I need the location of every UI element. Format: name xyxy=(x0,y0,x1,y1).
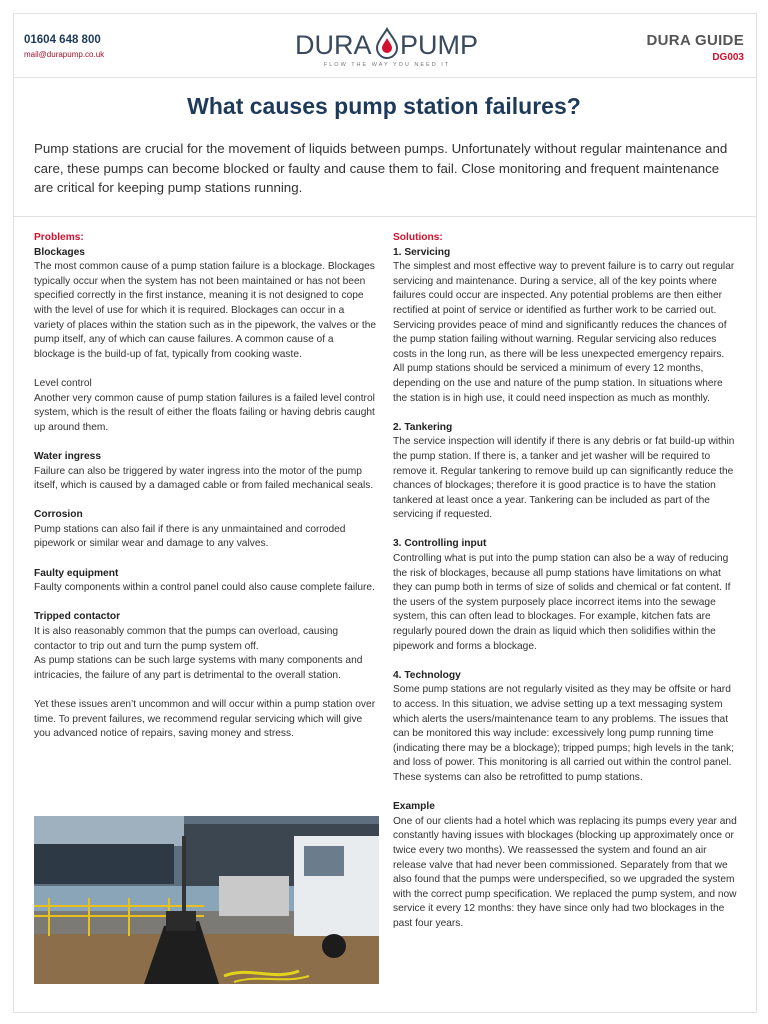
problem-text-water-ingress: Failure can also be triggered by water ingress into the motor of the pump itself, which is caused by a damaged cable or from failed mechanical seals. xyxy=(34,465,374,492)
solution-heading-technology: 4. Technology xyxy=(393,669,461,681)
solution-heading-servicing: 1. Servicing xyxy=(393,246,451,258)
guide-code: DG003 xyxy=(712,52,744,63)
intro-paragraph: Pump stations are crucial for the movement of liquids between pumps. Unfortunately without regular maintenance and care, these pumps can become blocked or faulty and cause them to fail. Close monitoring and frequent maintenance are critical for keeping pump stations running. xyxy=(34,141,728,195)
solution-heading-example: Example xyxy=(393,801,435,813)
header-divider xyxy=(13,77,757,78)
problem-text-level-control: Another very common cause of pump station failures is a failed level control system, which is the result of either the floats failing or having debris caught up around them. xyxy=(34,392,375,433)
guide-label: DURA GUIDE xyxy=(646,32,744,49)
solution-text-technology: Some pump stations are not regularly visited as they may be offsite or hard to access. In this situation, we advise setting up a text messaging system which alerts the users/maintenance team to any problems. The issues that can be monitored this way include: excessively long pump running time (indicating there may be a blockage); tripped pumps; high levels in the tank; and loss of power. This monitoring is all carried out within the control panel. These systems can also be retrofitted to pump stations. xyxy=(393,684,734,783)
pump-station-photo xyxy=(34,816,379,984)
problem-heading-blockages: Blockages xyxy=(34,246,85,258)
phone-number: 01604 648 800 xyxy=(24,34,101,46)
problem-heading-faulty-equipment: Faulty equipment xyxy=(34,567,119,579)
intro-divider xyxy=(13,216,757,217)
solution-text-tankering: The service inspection will identify if there is any debris or fat build-up within the pump station. If there is, a tanker and jet washer will be required to remove it. Regular tankering to remove build up can significantly reduce the chances of blockages; therefore it is good practice is to have the station tankered at least once a year. Tankering can be included as part of the servicing if requested. xyxy=(393,436,735,521)
problems-label: Problems: xyxy=(34,232,84,243)
page-title: What causes pump station failures? xyxy=(187,93,581,119)
solution-text-servicing: The simplest and most effective way to prevent failure is to carry out regular servicing and maintenance. During a service, all of the key points where failures could occur are inspected. Any potential problems are then either rectified at point of service or identified as further work to be carried out. Servicing provides peace of mind and significantly reduces the chances of the pump station failing without warning. Regular servicing also reduces costs in the long run, as there will be less unexpected emergency repairs. All pump stations should be serviced a minimum of every 12 months, depending on the use and nature of the pump station. In situations where the station is in high use, it could need inspection as much as monthly. xyxy=(393,261,735,404)
problem-text-tripped-contactor-2: As pump stations can be such large systems with many components and intricacies, the failure of any part is detrimental to the overall station. xyxy=(34,655,363,681)
solutions-column xyxy=(393,231,737,932)
problems-closing: Yet these issues aren’t uncommon and will occur within a pump station over time. To prevent failures, we recommend regular servicing which will give you advanced notice of repairs, saving money and stress. xyxy=(34,699,376,740)
email-address: mail@durapump.co.uk xyxy=(24,50,105,59)
logo-left: DURA xyxy=(295,30,372,60)
problem-text-faulty-equipment: Faulty components within a control panel could also cause complete failure. xyxy=(34,582,375,594)
problem-text-tripped-contactor: It is also reasonably common that the pumps can overload, causing contactor to trip out and turn the pump system off. xyxy=(34,626,339,652)
problem-heading-tripped-contactor: Tripped contactor xyxy=(34,611,121,623)
solution-text-example: One of our clients had a hotel which was replacing its pumps every year and constantly having issues with blockages (blocking up approximately once or twice every two months). We reassessed the system and found an air release valve that had never been commissioned. Separately from that we also found that the pumps were underspecified, so we upgraded the system with the correct pump specification. We replaced the pump system, and now service it every 12 months: they have since only had two blockages in the past four years. xyxy=(393,815,737,929)
solution-text-controlling-input: Controlling what is put into the pump station can also be a way of reducing the risk of blockages, because all pump stations have limitations on what they can pump both in terms of size of solids and chemical or fat content. If the users of the system purposely place incorrect items into the sewage system, this can often lead to blockages. For example, kitchen fats are regularly poured down the drain as liquid which then solidifies within the pipework and forms a blockage. xyxy=(393,553,731,652)
problem-heading-corrosion: Corrosion xyxy=(34,509,83,521)
solution-heading-controlling-input: 3. Controlling input xyxy=(393,538,487,550)
problems-column xyxy=(34,231,377,742)
solution-heading-tankering: 2. Tankering xyxy=(393,421,453,433)
problem-text-blockages: The most common cause of a pump station failure is a blockage. Blockages typically occur when the system has not been maintained or has not been specified correctly in the first instance, meaning it is not designed to cope with the level of use for which it is required. Blockages can occur in a variety of places within the station such as in the pipework, the valves or the pump itself, any of which can cause failures. A common cause of a blockage is the build-up of fat, typically from cooking waste. xyxy=(34,261,377,360)
logo-right: PUMP xyxy=(400,30,479,60)
problem-heading-level-control: Level control xyxy=(34,377,92,389)
problem-heading-water-ingress: Water ingress xyxy=(34,450,101,462)
durapump-logo xyxy=(287,24,487,74)
solutions-label: Solutions: xyxy=(393,232,443,243)
water-drop-icon xyxy=(377,29,397,58)
logo-tagline: FLOW THE WAY YOU NEED IT xyxy=(323,62,451,68)
problem-text-corrosion: Pump stations can also fail if there is any unmaintained and corroded pipework or similar wear and damage to any valves. xyxy=(34,523,346,550)
